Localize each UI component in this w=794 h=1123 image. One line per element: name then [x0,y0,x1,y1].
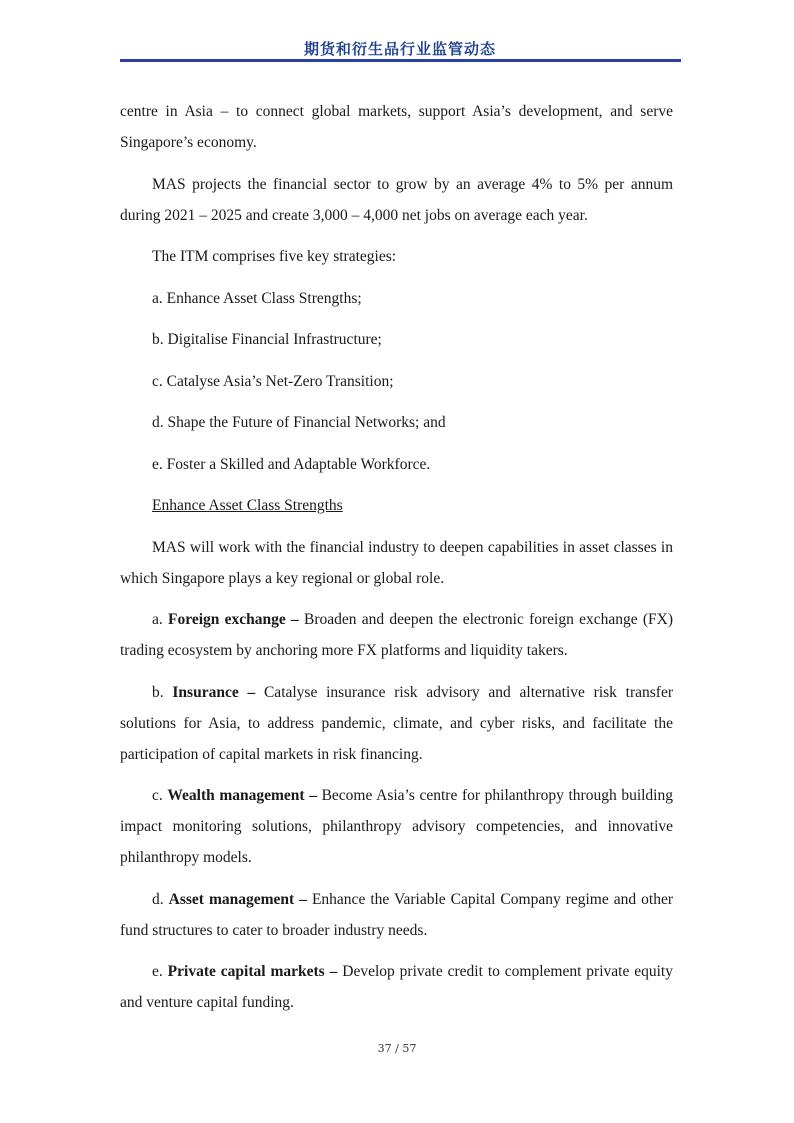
strategy-list-item: a. Enhance Asset Class Strengths; [152,289,362,307]
item-term: Private capital markets – [167,963,338,980]
item-text: Become Asia’s centre for philanthropy through building impact monitoring solutions, philanthropy advisory competencies, and innovative philanthropy models. [120,787,673,866]
paragraph-asset-classes-intro: MAS will work with the financial industry to deepen capabilities in asset classes in which Singapore plays a key regional or global role. [120,538,673,587]
item-prefix: e. [152,963,168,980]
item-term: Wealth management – [167,787,317,804]
header-divider [120,59,681,62]
strategy-list-item: b. Digitalise Financial Infrastructure; [152,331,382,348]
item-prefix: c. [152,787,168,804]
item-text: Broaden and deepen the electronic foreign exchange (FX) trading ecosystem by anchoring more FX platforms and liquidity takers. [120,611,673,659]
asset-class-item [120,884,673,946]
item-text: Develop private credit to complement private equity and venture capital funding. [120,963,673,1011]
item-term: Foreign exchange – [168,611,299,628]
item-prefix: a. [152,611,169,628]
asset-class-item [120,780,673,873]
asset-class-item [120,677,673,770]
asset-class-item [120,956,673,1018]
item-prefix: d. [152,890,169,908]
asset-class-item [120,604,673,666]
paragraph-continuation: centre in Asia – to connect global markets, support Asia’s development, and serve Singapore’s economy. [120,103,673,151]
page-number: 37 / 57 [377,1042,417,1055]
document-body [120,96,673,1029]
section-heading-text: Enhance Asset Class Strengths [152,497,343,514]
item-term: Asset management – [168,890,307,908]
item-text: Enhance the Variable Capital Company regime and other fund structures to cater to broader industry needs. [120,890,673,939]
strategy-list-item: e. Foster a Skilled and Adaptable Workforce. [152,455,431,473]
item-text: Catalyse insurance risk advisory and alternative risk transfer solutions for Asia, to address pandemic, climate, and cyber risks, and facilitate the participation of capital markets in risk financing. [120,683,674,763]
item-term: Insurance – [172,683,256,701]
section-heading [120,490,673,521]
strategy-list-item: c. Catalyse Asia’s Net-Zero Transition; [152,372,394,390]
document-header-title: 期货和衍生品行业监管动态 [303,40,496,58]
paragraph-growth-projection: MAS projects the financial sector to grow by an average 4% to 5% per annum during 2021 – 2025 and create 3,000 – 4,000 net jobs on average each year. [120,175,673,224]
strategy-list-item: d. Shape the Future of Financial Networks; and [152,414,446,431]
paragraph-strategies-intro: The ITM comprises five key strategies: [152,248,397,265]
item-prefix: b. [152,683,173,701]
